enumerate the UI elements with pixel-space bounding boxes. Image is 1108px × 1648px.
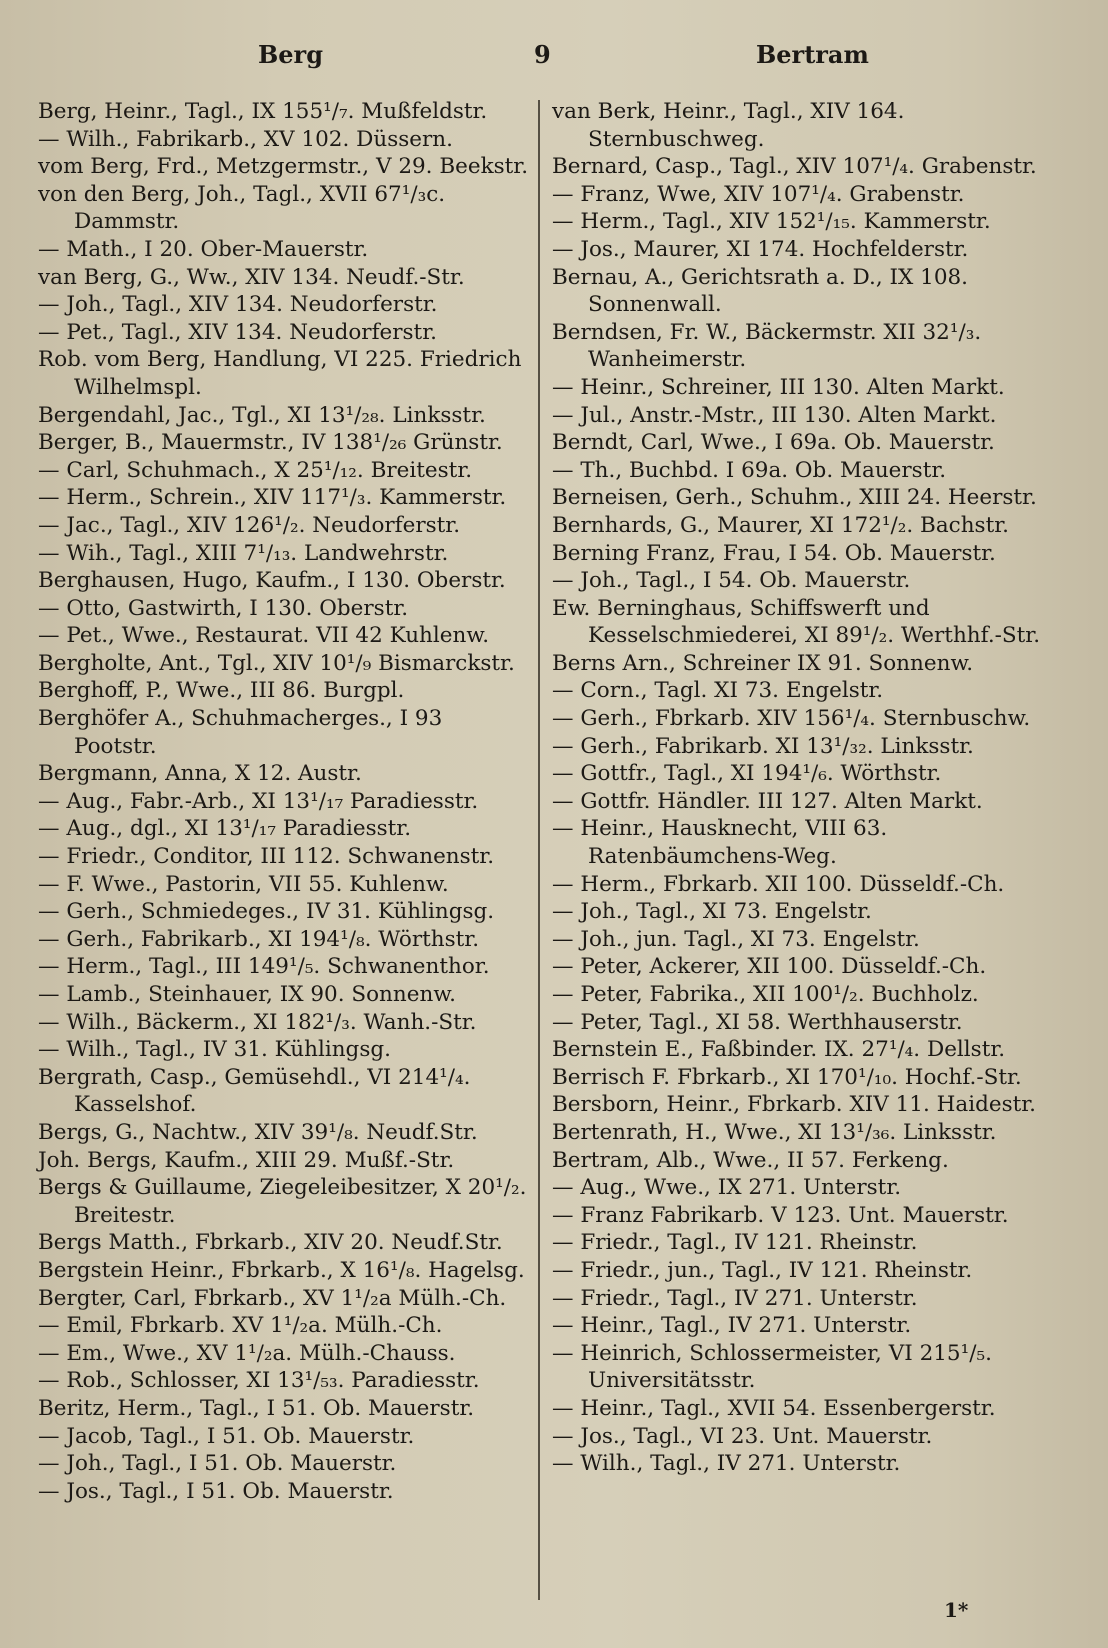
directory-entry: — Gerh., Fbrkarb. XIV 156¹/₄. Sternbuschw.	[552, 706, 1031, 732]
directory-entry: Bergendahl, Jac., Tgl., XI 13¹/₂₈. Linksstr.	[38, 402, 486, 428]
directory-entry: — Joh., Tagl., I 51. Ob. Mauerstr.	[38, 1451, 397, 1477]
page-number: 9	[534, 40, 551, 69]
directory-entry: — Herm., Tagl., III 149¹/₅. Schwanenthor.	[38, 954, 490, 980]
directory-entry: — Heinr., Tagl., IV 271. Unterstr.	[552, 1313, 912, 1339]
directory-entry: — Gottfr. Händler. III 127. Alten Markt.	[552, 788, 983, 814]
directory-entry: Berrisch F. Fbrkarb., XI 170¹/₁₀. Hochf.-Str.	[552, 1064, 1022, 1090]
left-column	[38, 98, 530, 1505]
directory-entry: — Corn., Tagl. XI 73. Engelstr.	[552, 678, 884, 704]
directory-entry: Bernard, Casp., Tagl., XIV 107¹/₄. Grabenstr.	[552, 154, 1037, 180]
header-left-keyword: Berg	[258, 40, 323, 69]
directory-entry: — Pet., Wwe., Restaurat. VII 42 Kuhlenw.	[38, 623, 490, 649]
directory-entry: Berghoff, P., Wwe., III 86. Burgpl.	[38, 678, 405, 704]
directory-entry: van Berg, G., Ww., XIV 134. Neudf.-Str.	[38, 264, 465, 290]
directory-entry: — Aug., Fabr.-Arb., XI 13¹/₁₇ Paradiesstr.	[38, 788, 479, 814]
directory-entry: Bergrath, Casp., Gemüsehdl., VI 214¹/₄. Kasselshof.	[38, 1064, 471, 1118]
header-right-keyword: Bertram	[756, 40, 869, 69]
directory-entry: — Wih., Tagl., XIII 7¹/₁₃. Landwehrstr.	[38, 540, 449, 566]
directory-entry: von den Berg, Joh., Tagl., XVII 67¹/₃c. Dammstr.	[38, 181, 446, 235]
directory-entry: — Wilh., Fabrikarb., XV 102. Düssern.	[38, 126, 453, 152]
directory-entry: Berning Franz, Frau, I 54. Ob. Mauerstr.	[552, 540, 996, 566]
directory-entry: — Rob., Schlosser, XI 13¹/₅₃. Paradiesstr.	[38, 1368, 480, 1394]
directory-entry: Berghöfer A., Schuhmacherges., I 93 Pootstr.	[38, 706, 443, 759]
directory-entry: Bernau, A., Gerichtsrath a. D., IX 108. Sonnenwall.	[552, 264, 969, 318]
directory-entry: — Herm., Schrein., XIV 117¹/₃. Kammerstr.	[38, 485, 507, 511]
directory-entry: — Th., Buchbd. I 69a. Ob. Mauerstr.	[552, 457, 947, 483]
directory-entry: Berndt, Carl, Wwe., I 69a. Ob. Mauerstr.	[552, 430, 995, 456]
directory-entry: — Franz Fabrikarb. V 123. Unt. Mauerstr.	[552, 1202, 1009, 1228]
directory-entry: — Friedr., jun., Tagl., IV 121. Rheinstr.	[552, 1257, 973, 1283]
directory-entry: Bergstein Heinr., Fbrkarb., X 16¹/₈. Hagelsg.	[38, 1257, 525, 1283]
directory-entry: Ew. Berninghaus, Schiffswerft und Kesselschmiederei, XI 89¹/₂. Werthhf.-Str.	[552, 595, 1041, 649]
directory-entry: Bergs Matth., Fbrkarb., XIV 20. Neudf.Str.	[38, 1230, 503, 1256]
directory-entry: — Pet., Tagl., XIV 134. Neudorferstr.	[38, 319, 437, 345]
directory-entry: — Joh., jun. Tagl., XI 73. Engelstr.	[552, 926, 920, 952]
directory-entry: Beritz, Herm., Tagl., I 51. Ob. Mauerstr.	[38, 1395, 475, 1421]
directory-entry: van Berk, Heinr., Tagl., XIV 164. Sternbuschweg.	[552, 99, 905, 152]
directory-entry: — Jos., Maurer, XI 174. Hochfelderstr.	[552, 236, 969, 262]
directory-entry: — Franz, Wwe, XIV 107¹/₄. Grabenstr.	[552, 181, 965, 207]
directory-entry: — Aug., Wwe., IX 271. Unterstr.	[552, 1175, 902, 1201]
directory-entry: — Wilh., Bäckerm., XI 182¹/₃. Wanh.-Str.	[38, 1009, 477, 1035]
page-header	[0, 40, 1108, 74]
directory-entry: — Jos., Tagl., I 51. Ob. Mauerstr.	[38, 1478, 394, 1504]
directory-entry: — Peter, Ackerer, XII 100. Düsseldf.-Ch.	[552, 954, 987, 980]
directory-entry: Berns Arn., Schreiner IX 91. Sonnenw.	[552, 650, 974, 676]
directory-entry: — Heinr., Hausknecht, VIII 63. Ratenbäumchens-Weg.	[552, 816, 888, 870]
directory-entry: Bergs & Guillaume, Ziegeleibesitzer, X 20¹/₂. Breitestr.	[38, 1175, 527, 1228]
directory-entry: Joh. Bergs, Kaufm., XIII 29. Mußf.-Str.	[38, 1147, 455, 1173]
directory-entry: — F. Wwe., Pastorin, VII 55. Kuhlenw.	[38, 871, 449, 897]
directory-entry: — Lamb., Steinhauer, IX 90. Sonnenw.	[38, 982, 457, 1007]
directory-entry: Berneisen, Gerh., Schuhm., XIII 24. Heerstr.	[552, 485, 1037, 511]
directory-entry: Bernstein E., Faßbinder. IX. 27¹/₄. Dellstr.	[552, 1037, 1006, 1063]
directory-entry: — Heinr., Schreiner, III 130. Alten Markt.	[552, 374, 1005, 400]
directory-entry: — Jacob, Tagl., I 51. Ob. Mauerstr.	[38, 1423, 415, 1449]
directory-entry: — Gerh., Schmiedeges., IV 31. Kühlingsg.	[38, 899, 495, 925]
directory-entry: — Gottfr., Tagl., XI 194¹/₆. Wörthstr.	[552, 761, 942, 787]
directory-entry: — Herm., Fbrkarb. XII 100. Düsseldf.-Ch.	[552, 871, 1005, 897]
directory-entry: Berghausen, Hugo, Kaufm., I 130. Oberstr.	[38, 568, 506, 594]
directory-entry: Berg, Heinr., Tagl., IX 155¹/₇. Mußfeldstr.	[38, 99, 488, 124]
directory-entry: — Friedr., Tagl., IV 271. Unterstr.	[552, 1285, 918, 1311]
directory-entry: — Friedr., Conditor, III 112. Schwanenstr.	[38, 844, 495, 870]
directory-entry: — Carl, Schuhmach., X 25¹/₁₂. Breitestr.	[38, 457, 473, 483]
directory-entry: Berger, B., Mauermstr., IV 138¹/₂₆ Grünstr.	[38, 430, 503, 456]
directory-entry: — Emil, Fbrkarb. XV 1¹/₂a. Mülh.-Ch.	[38, 1313, 443, 1339]
directory-entry: — Jos., Tagl., VI 23. Unt. Mauerstr.	[552, 1423, 933, 1449]
column-divider	[538, 100, 540, 1600]
directory-entry: — Otto, Gastwirth, I 130. Oberstr.	[38, 595, 409, 621]
directory-entry: — Gerh., Fabrikarb., XI 194¹/₈. Wörthstr.	[38, 926, 480, 952]
directory-entry: — Wilh., Tagl., IV 31. Kühlingsg.	[38, 1037, 391, 1063]
directory-entry: Bergmann, Anna, X 12. Austr.	[38, 761, 362, 787]
directory-entry: Berndsen, Fr. W., Bäckermstr. XII 32¹/₃. Wanheimerstr.	[552, 319, 982, 373]
directory-entry: — Joh., Tagl., XIV 134. Neudorferstr.	[38, 292, 438, 318]
directory-entry: Bertram, Alb., Wwe., II 57. Ferkeng.	[552, 1147, 949, 1173]
directory-entry: — Peter, Tagl., XI 58. Werthhauserstr.	[552, 1009, 963, 1035]
directory-entry: — Heinr., Tagl., XVII 54. Essenbergerstr.	[552, 1395, 996, 1421]
directory-entry: — Jul., Anstr.-Mstr., III 130. Alten Markt.	[552, 402, 997, 428]
directory-entry: — Wilh., Tagl., IV 271. Unterstr.	[552, 1451, 901, 1477]
directory-entry: — Jac., Tagl., XIV 126¹/₂. Neudorferstr.	[38, 512, 461, 538]
directory-entry: — Math., I 20. Ober-Mauerstr.	[38, 236, 369, 262]
directory-entry: Bertenrath, H., Wwe., XI 13¹/₃₆. Linksstr.	[552, 1119, 997, 1145]
directory-entry: vom Berg, Frd., Metzgermstr., V 29. Beekstr.	[38, 154, 529, 180]
directory-entry: — Joh., Tagl., I 54. Ob. Mauerstr.	[552, 568, 911, 594]
directory-entry: — Aug., dgl., XI 13¹/₁₇ Paradiesstr.	[38, 816, 412, 842]
signature-mark: 1*	[944, 1598, 969, 1622]
directory-entry: Rob. vom Berg, Handlung, VI 225. Friedrich Wilhelmspl.	[38, 347, 522, 400]
directory-entry: — Peter, Fabrika., XII 100¹/₂. Buchholz.	[552, 982, 979, 1007]
directory-entry: — Em., Wwe., XV 1¹/₂a. Mülh.-Chauss.	[38, 1340, 456, 1366]
directory-entry: — Heinrich, Schlossermeister, VI 215¹/₅. Universitätsstr.	[552, 1340, 992, 1394]
directory-entry: Bernhards, G., Maurer, XI 172¹/₂. Bachstr.	[552, 512, 1009, 538]
directory-entry: — Friedr., Tagl., IV 121. Rheinstr.	[552, 1230, 918, 1256]
directory-entry: Bersborn, Heinr., Fbrkarb. XIV 11. Haidestr.	[552, 1092, 1037, 1118]
directory-entry: Bergs, G., Nachtw., XIV 39¹/₈. Neudf.Str.	[38, 1119, 478, 1145]
directory-entry: Bergter, Carl, Fbrkarb., XV 1¹/₂a Mülh.-Ch.	[38, 1285, 507, 1311]
directory-entry: — Herm., Tagl., XIV 152¹/₁₅. Kammerstr.	[552, 209, 991, 235]
directory-entry: — Joh., Tagl., XI 73. Engelstr.	[552, 899, 872, 925]
directory-entry: — Gerh., Fabrikarb. XI 13¹/₃₂. Linksstr.	[552, 733, 974, 759]
right-column	[552, 98, 1062, 1478]
directory-entry: Bergholte, Ant., Tgl., XIV 10¹/₉ Bismarckstr.	[38, 650, 515, 676]
